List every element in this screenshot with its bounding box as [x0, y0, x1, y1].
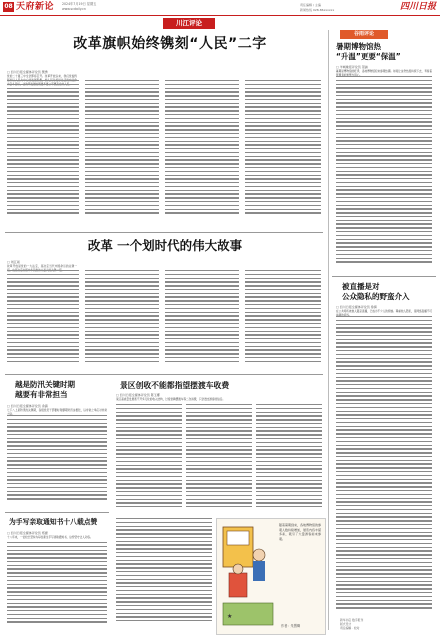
feature-col-1 — [7, 270, 79, 366]
flood-body — [7, 415, 107, 505]
tourism-col-3 — [256, 404, 322, 514]
feature-body-columns — [7, 270, 325, 368]
sidebar-byline: □ 羊城晚报评论员 贺浦 — [336, 65, 368, 69]
main-col-4 — [245, 80, 321, 220]
site-url: www.scdaily.cn — [62, 7, 86, 11]
tourism-body-text: 景区高质量发展离不开多元化的收入结构，过度依赖摆渡车等二次消费，只会透支游客的信任。 — [116, 398, 225, 401]
main-col-2 — [85, 80, 159, 220]
sidebar-article — [332, 30, 436, 275]
scammer-article — [332, 276, 436, 628]
cartoon-caption: 随着暑期到来，各地博物馆的参观人数持续增加，展览内容丰富多彩，吸引了大量游客前来参观。 — [279, 523, 322, 541]
feature-col-2 — [85, 270, 159, 366]
bookstore-top-rule — [5, 512, 109, 513]
flood-headline: 越是防汛关键时期 越要有非常担当 — [15, 380, 75, 399]
feature-headline: 改革 一个划时代的伟大故事 — [87, 238, 243, 253]
footer-left: 新华书店 数字报刊 — [340, 618, 364, 622]
main-body-text: 党的二十届三中全会即将召开。改革开放以来，我们党始终 — [7, 75, 77, 78]
hotline: 新闻热线 028-86xxxxxx — [300, 8, 335, 12]
tourism-byline: □ 四川日报全媒体评论员 陈玉娜 — [116, 393, 160, 397]
paper-logo: 四川日报 — [400, 2, 437, 12]
tourism-col-4 — [116, 518, 212, 630]
bookstore-body — [7, 542, 107, 630]
scammer-body-text: 在公共场所被他人随意直播，已成为不少人的烦恼。尊重他人隐私，是网络直播不可 — [336, 310, 432, 313]
column-label: 川江评论 — [163, 18, 215, 29]
main-body-columns — [7, 80, 325, 222]
main-byline: □ 四川日报全媒体评论员 樊勇 — [7, 70, 48, 74]
feature-byline: □ 刘江雨 — [7, 260, 20, 264]
scammer-headline: 被直播是对 公众隐私的野蛮介入 — [342, 282, 410, 301]
masthead-rule — [0, 15, 440, 16]
cartoon-illustration — [219, 521, 279, 631]
masthead — [0, 0, 440, 18]
main-article — [5, 30, 325, 230]
feature-article — [5, 232, 325, 372]
tourism-headline: 景区创收不能都指望摆渡车收费 — [120, 381, 230, 390]
bookstore-body-text: 十八年来，一位校长坚持为每位新生手写录取通知书，这份坚守让人动容。 — [7, 536, 93, 539]
svg-text:★: ★ — [227, 613, 233, 620]
sidebar-body-text: 暑期是博物馆的旺季，各地博物馆迎来参观热潮。如何让这份热度持续下去，考验着 — [336, 70, 432, 73]
feature-top-rule — [5, 232, 323, 233]
flood-body-text: 七下八上是防汛的关键期，各级党员干部要时刻绷紧防汛这根弦，以非常之举应对非常 — [7, 409, 107, 412]
feature-body-text: 改革开放是党的一大法宝，是决定当代中国命运的关键一 — [7, 265, 77, 268]
editors-line: 责任编辑 / 主编 — [300, 3, 321, 7]
tourism-col-1 — [116, 404, 182, 514]
sidebar-headline: 暑期博物馆热 “升温”更要“保温” — [336, 42, 401, 61]
main-col-1 — [7, 80, 79, 220]
footer-right: 责任编辑 · 校对 — [340, 626, 360, 630]
feature-col-4 — [245, 270, 321, 366]
main-headline: 改革旗帜始终镌刻“人民”二字 — [73, 36, 267, 52]
section-name: 天府新论 — [16, 2, 55, 12]
flood-byline: □ 四川日报全媒体评论员 余涌 — [7, 404, 48, 408]
footer-mid: 版式设计 — [340, 622, 352, 626]
feature-col-3 — [165, 270, 239, 366]
bookstore-headline: 为手写亲取通知书十八载点赞 — [9, 518, 98, 526]
scammer-top-rule — [332, 276, 436, 277]
right-column-divider — [328, 30, 329, 630]
bookstore-byline: □ 四川日报全媒体评论员 郑媛 — [7, 531, 48, 535]
tourism-col-2 — [186, 404, 252, 514]
cartoon — [216, 518, 326, 635]
bookstore-article — [5, 512, 109, 632]
footer — [340, 618, 436, 632]
sidebar-label: 谷雨评论 — [340, 30, 388, 39]
page-number-badge: 08 — [4, 3, 13, 10]
main-col-3 — [165, 80, 239, 220]
issue-date: 2024年7月19日 星期五 — [62, 2, 97, 6]
scammer-body — [336, 316, 432, 616]
cartoon-signature: 作者：朱慧卿 — [281, 624, 301, 628]
sidebar-body — [336, 76, 432, 272]
scammer-byline: □ 四川日报全媒体评论员 徐倩 — [336, 305, 377, 309]
